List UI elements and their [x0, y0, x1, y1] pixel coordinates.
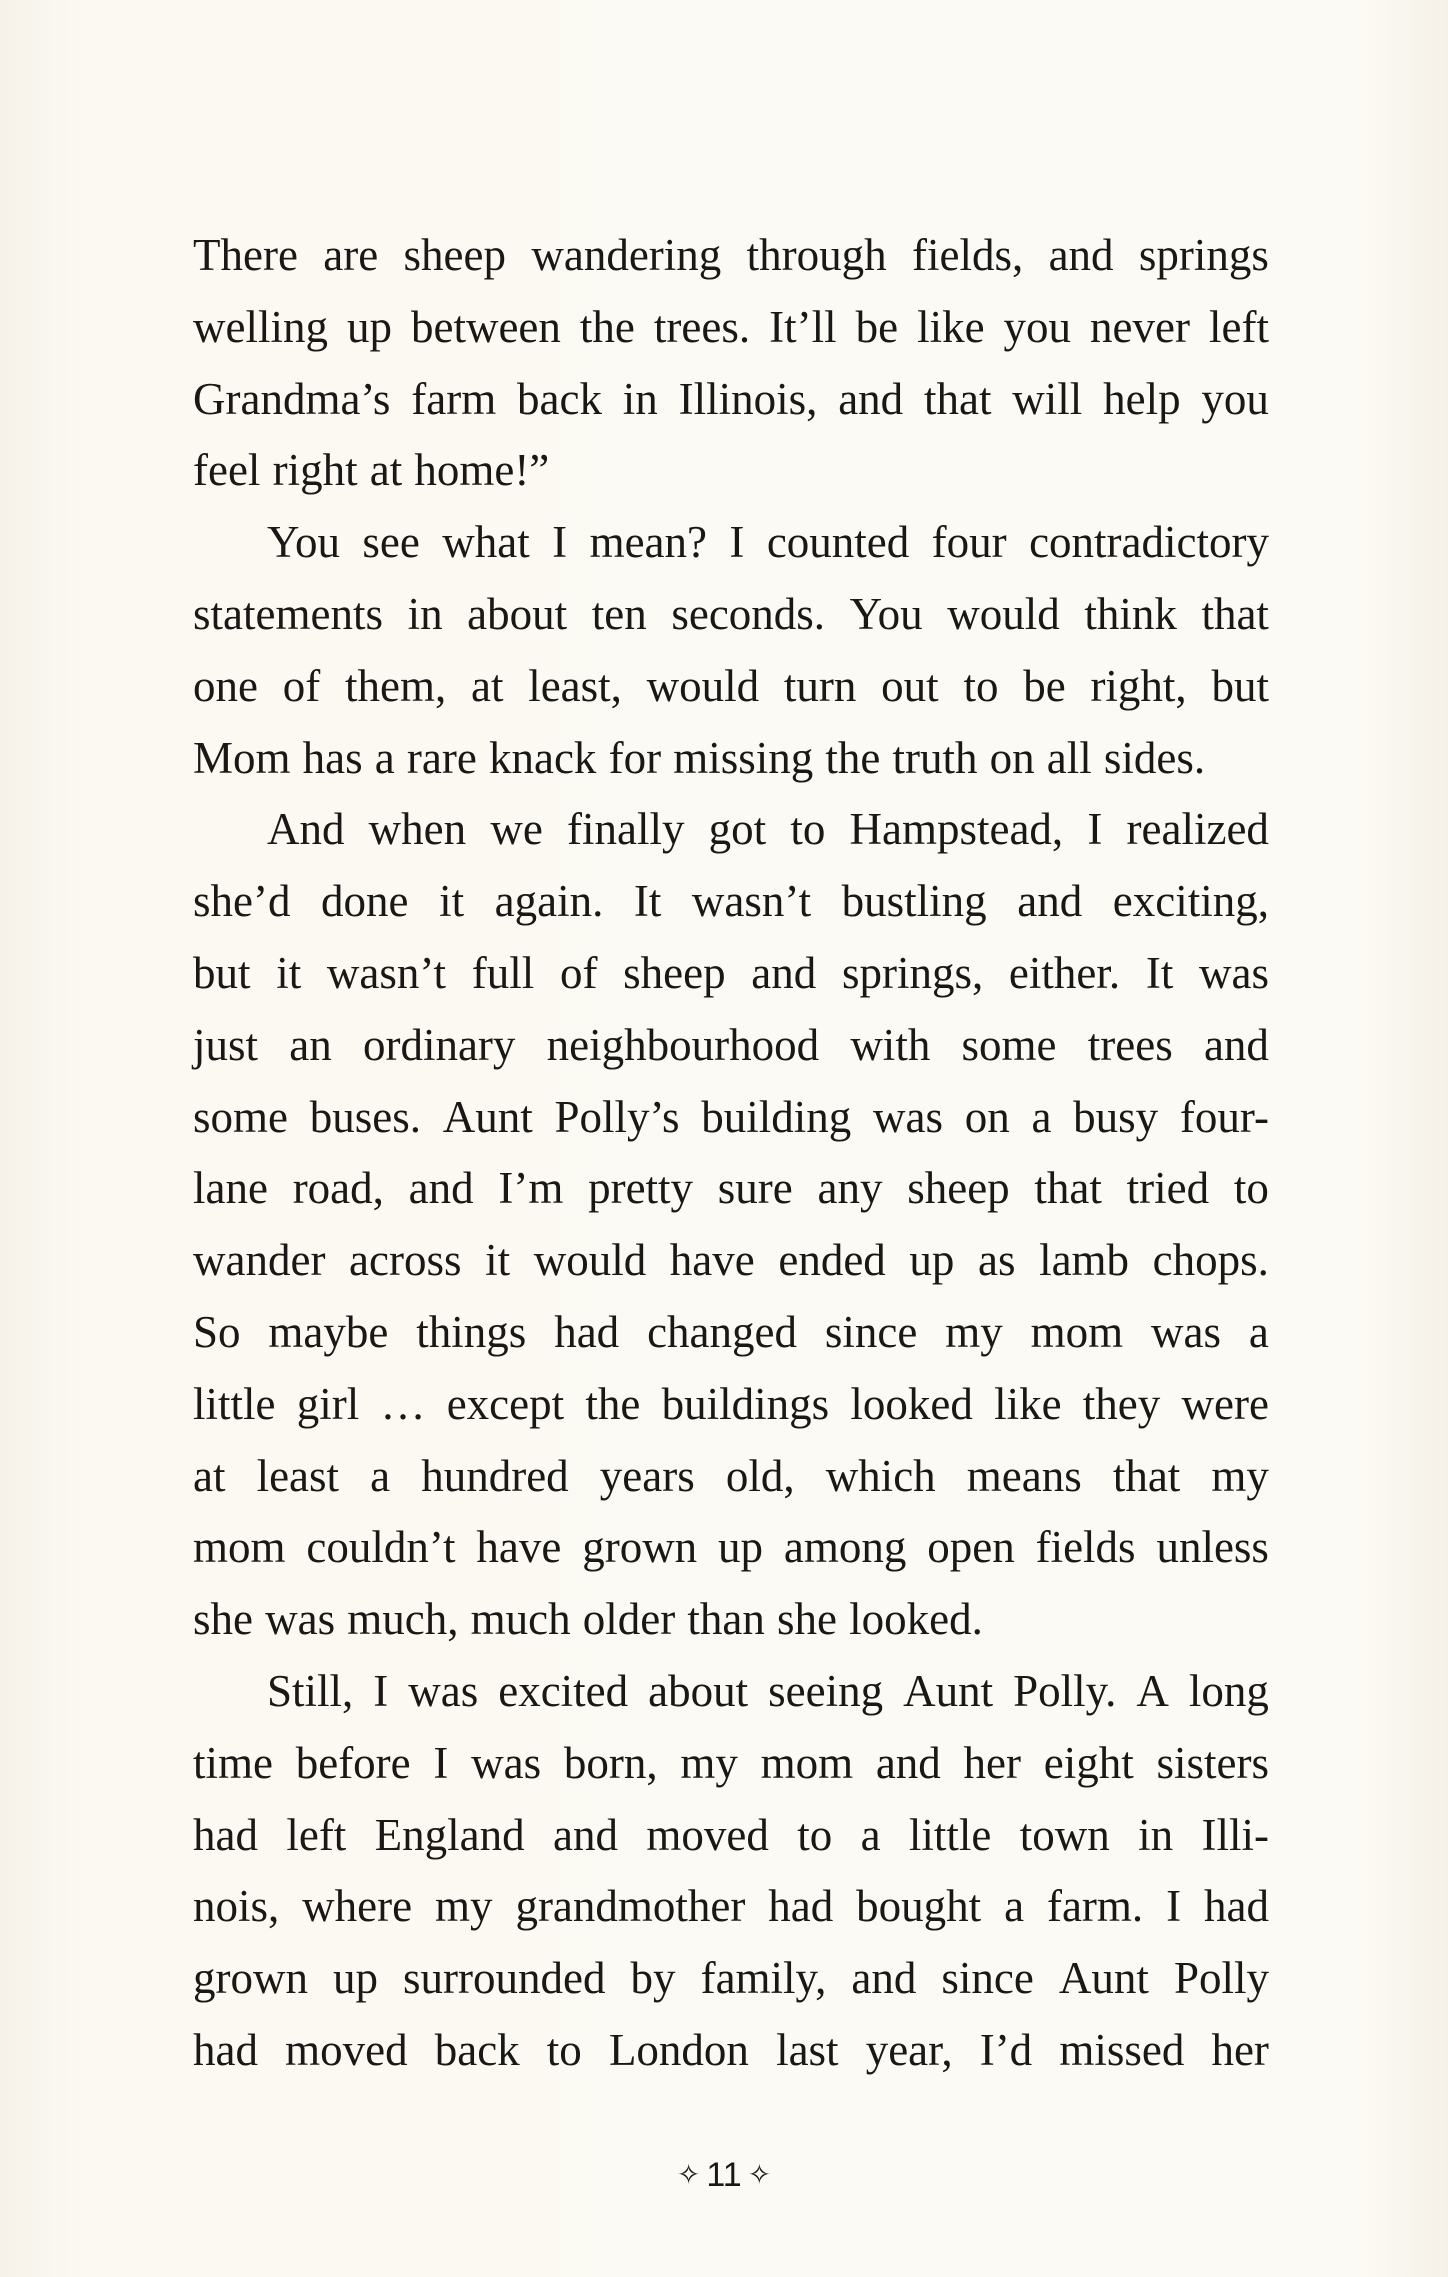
text-line: some buses. Aunt Polly’s building was on a busy four- — [193, 1091, 1269, 1142]
text-line: at least a hundred years old, which means that my — [193, 1450, 1269, 1501]
text-line: she was much, much older than she looked. — [193, 1594, 983, 1645]
text-line: mom couldn’t have grown up among open fields unless — [193, 1522, 1269, 1573]
text-line: welling up between the trees. It’ll be like you never left — [193, 301, 1269, 352]
text-line: Mom has a rare knack for missing the truth on all sides. — [193, 732, 1206, 783]
text-line: Still, I was excited about seeing Aunt Polly. A long — [267, 1665, 1269, 1716]
page-footer — [0, 2155, 1448, 2195]
text-line: had left England and moved to a little town in Illi- — [193, 1809, 1269, 1860]
text-line: had moved back to London last year, I’d missed her — [193, 2024, 1269, 2075]
text-line: statements in about ten seconds. You would think that — [193, 588, 1269, 639]
text-line: And when we finally got to Hampstead, I realized — [267, 804, 1269, 855]
text-line: feel right at home!” — [193, 445, 550, 496]
text-line: Grandma’s farm back in Illinois, and that will help you — [193, 373, 1269, 424]
text-line: So maybe things had changed since my mom was a — [193, 1306, 1269, 1357]
body-text — [193, 220, 1269, 2087]
text-line: nois, where my grandmother had bought a farm. I had — [193, 1881, 1269, 1932]
text-line: grown up surrounded by family, and since Aunt Polly — [193, 1953, 1269, 2004]
page-number: 11 — [706, 2156, 742, 2194]
text-line: time before I was born, my mom and her eight sisters — [193, 1737, 1269, 1788]
diamond-star-icon: ✧ — [676, 2159, 701, 2190]
text-line: she’d done it again. It wasn’t bustling and exciting, — [193, 876, 1269, 927]
text-line: one of them, at least, would turn out to be right, but — [193, 660, 1269, 711]
text-line: You see what I mean? I counted four contradictory — [267, 517, 1269, 568]
text-line: little girl … except the buildings looked like they were — [193, 1378, 1269, 1429]
text-line: just an ordinary neighbourhood with some trees and — [193, 1019, 1269, 1070]
text-line: but it wasn’t full of sheep and springs, either. It was — [193, 947, 1269, 998]
text-line: There are sheep wandering through fields, and springs — [193, 230, 1269, 280]
text-line: wander across it would have ended up as lamb chops. — [193, 1235, 1269, 1286]
diamond-star-icon: ✧ — [747, 2159, 772, 2190]
text-line: lane road, and I’m pretty sure any sheep that tried to — [193, 1163, 1269, 1214]
